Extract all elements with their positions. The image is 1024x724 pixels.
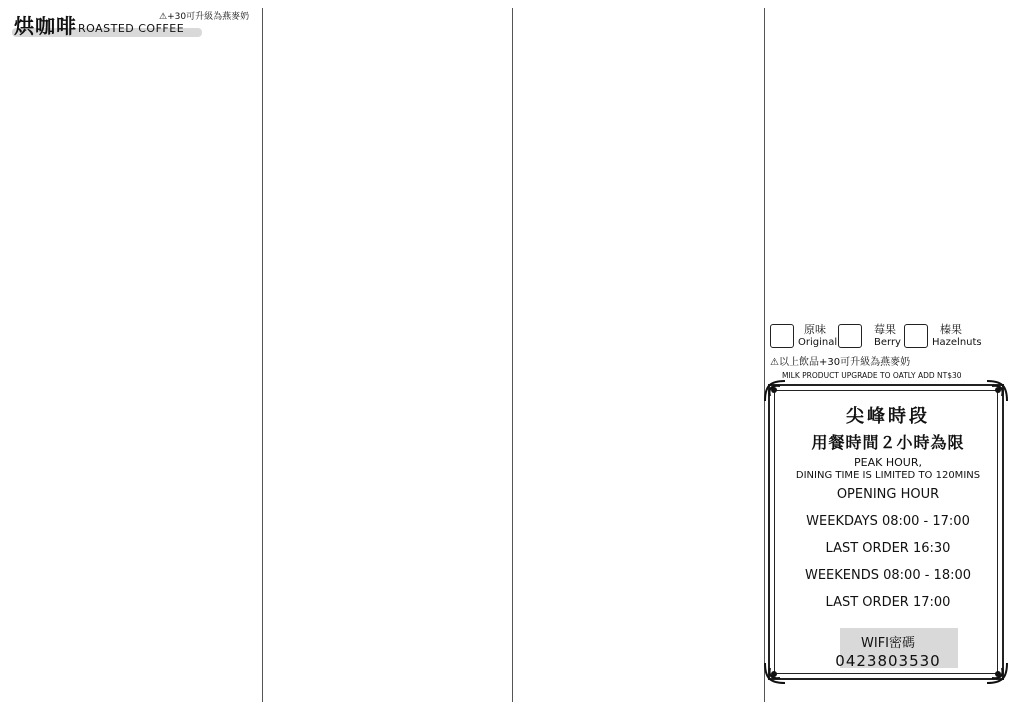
peak-hour-panel (768, 384, 1004, 680)
weekends-hours: WEEKENDS 08:00 - 18:00 (804, 568, 972, 583)
flavor-checkbox[interactable] (838, 324, 862, 348)
column-divider (512, 8, 513, 702)
flavor-name: 莓果 (874, 323, 896, 336)
flavor-name-en: Berry (874, 337, 901, 348)
warning-icon: ⚠ (159, 12, 168, 22)
weekends-last-order: LAST ORDER 17:00 (825, 595, 951, 610)
flavor-option[interactable] (904, 324, 1014, 350)
flavor-checkbox[interactable] (904, 324, 928, 348)
flavor-checkbox[interactable] (770, 324, 794, 348)
flavor-name: 榛果 (940, 323, 962, 336)
flavor-name-en: Hazelnuts (932, 337, 982, 348)
flavor-name: 原味 (804, 323, 826, 336)
ornament-icon (762, 378, 788, 404)
weekdays-last-order: LAST ORDER 16:30 (825, 541, 951, 556)
wifi-password[interactable]: 0423803530 (835, 652, 941, 670)
warning-icon: ⚠ (770, 357, 779, 368)
section-title-en: ROASTED COFFEE (78, 22, 185, 35)
dining-limit: 用餐時間２小時為限 (811, 433, 965, 452)
peak-title: 尖峰時段 (846, 406, 930, 427)
peak-hour-en: PEAK HOUR, (854, 456, 922, 469)
oatly-upgrade-note-en: MILK PRODUCT UPGRADE TO OATLY ADD NT$30 (782, 371, 962, 380)
section-title: 烘咖啡 (14, 14, 77, 38)
section-note (159, 12, 249, 23)
section-note-text: +30可升級為燕麥奶 (167, 12, 250, 22)
ornament-icon (984, 378, 1010, 404)
oatly-upgrade-note: ⚠以上飲品+30可升級為燕麥奶 (770, 357, 911, 368)
weekdays-hours: WEEKDAYS 08:00 - 17:00 (806, 514, 970, 529)
column-divider (764, 8, 765, 702)
column-divider (262, 8, 263, 702)
flavor-option[interactable] (838, 324, 902, 350)
flavor-option[interactable] (770, 323, 838, 350)
flavor-name-en: Original (798, 337, 838, 348)
wifi-label: WIFI密碼 (861, 636, 915, 651)
opening-hour-title: OPENING HOUR (836, 487, 940, 502)
dining-limit-en: DINING TIME IS LIMITED TO 120MINS (795, 470, 981, 481)
